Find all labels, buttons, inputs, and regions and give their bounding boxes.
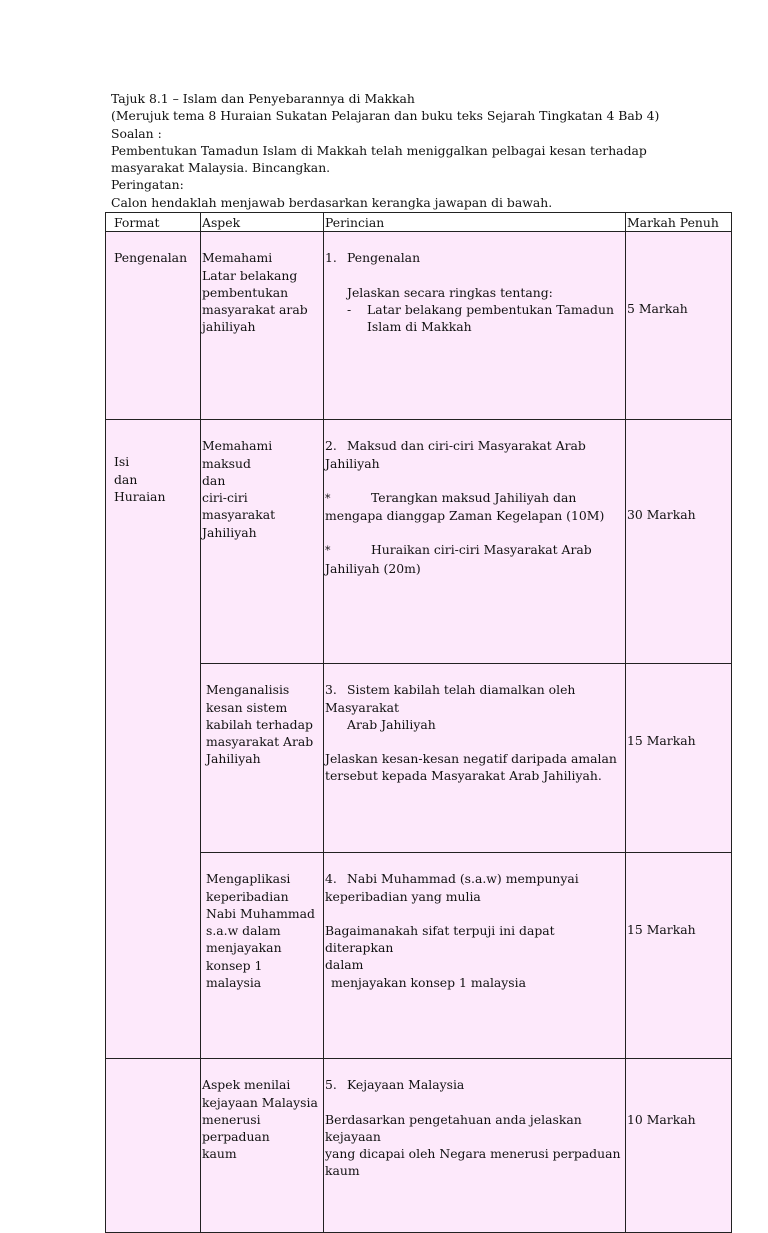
aspek-line: pembentukan <box>202 284 289 300</box>
cell-perincian <box>324 853 626 1059</box>
question-text-line1: Pembentukan Tamadun Islam di Makkah telah meniggalkan pelbagai kesan terhadap <box>111 142 647 158</box>
table-row <box>106 420 732 664</box>
item-number: 1. <box>325 250 337 266</box>
perincian-heading <box>325 249 625 266</box>
aspek-line: Jahiliyah <box>206 751 261 767</box>
perincian-text: Jelaskan kesan-kesan negatif daripada amalan <box>325 751 617 767</box>
question-text-line2: masyarakat Malaysia. Bincangkan. <box>111 160 331 176</box>
aspek-line: masyarakat arab <box>202 302 308 318</box>
cell-perincian <box>324 664 626 853</box>
item-number: 3. <box>325 682 337 698</box>
question-label: Soalan : <box>111 125 162 141</box>
perincian-text: dalam <box>325 957 364 973</box>
aspek-line: malaysia <box>206 975 262 991</box>
point-continuation: Jahiliyah (20m) <box>325 560 421 576</box>
perincian-heading <box>325 870 625 887</box>
format-label: Huraian <box>114 488 166 504</box>
aspek-line: menjayakan <box>206 940 282 956</box>
perincian-heading <box>325 681 625 698</box>
aspek-line: keperibadian <box>206 888 289 904</box>
heading-text: Maksud dan ciri-ciri Masyarakat Arab <box>347 438 586 454</box>
header-format: Format <box>106 213 201 232</box>
aspek-line: Memahami <box>202 250 273 266</box>
point-continuation: mengapa dianggap Zaman Kegelapan (10M) <box>325 508 605 524</box>
perincian-text: Bagaimanakah sifat terpuji ini dapat diterapkan <box>325 922 555 956</box>
cell-aspek <box>201 420 324 664</box>
perincian-text: yang dicapai oleh Negara menerusi perpaduan <box>325 1146 621 1162</box>
spacer <box>325 267 625 284</box>
aspek-line: Memahami maksud <box>202 438 273 471</box>
heading-continuation: keperibadian yang mulia <box>325 888 481 904</box>
markah-value: 30 Markah <box>627 507 696 523</box>
warning-label: Peringatan: <box>111 177 184 193</box>
header-aspek: Aspek <box>201 213 324 232</box>
spacer <box>325 733 625 750</box>
answer-framework-table <box>105 212 732 1233</box>
bullet-continuation: Islam di Makkah <box>367 319 472 335</box>
perincian-text: menjayakan konsep 1 malaysia <box>331 974 527 990</box>
document-title: Tajuk 8.1 – Islam dan Penyebarannya di Makkah <box>111 91 415 106</box>
cell-aspek <box>201 232 324 420</box>
cell-markah <box>626 232 732 420</box>
heading-continuation: Masyarakat <box>325 699 400 715</box>
aspek-line: kabilah terhadap <box>206 716 313 732</box>
aspek-line: Menganalisis <box>206 682 290 698</box>
table-row <box>106 1059 732 1233</box>
aspek-line: s.a.w dalam <box>206 923 281 939</box>
cell-perincian <box>324 1059 626 1233</box>
cell-aspek <box>201 664 324 853</box>
warning-text: Calon hendaklah menjawab berdasarkan kerangka jawapan di bawah. <box>111 194 553 210</box>
cell-format <box>106 232 201 420</box>
spacer <box>325 524 625 541</box>
cell-markah <box>626 420 732 664</box>
heading-text: Pengenalan <box>347 250 421 266</box>
markah-value: 15 Markah <box>627 733 696 749</box>
aspek-line: Jahiliyah <box>202 524 257 540</box>
spacer <box>325 1094 625 1111</box>
heading-continuation: Arab Jahiliyah <box>347 716 436 732</box>
perincian-heading <box>325 1076 625 1093</box>
bullet-text: Latar belakang pembentukan Tamadun <box>367 301 614 317</box>
item-number: 5. <box>325 1077 337 1093</box>
aspek-line: ciri-ciri masyarakat <box>202 490 276 523</box>
cell-markah <box>626 853 732 1059</box>
point-item <box>325 489 625 507</box>
format-label: Isi <box>114 454 130 470</box>
spacer <box>325 905 625 922</box>
header-markah-penuh: Markah Penuh <box>626 213 732 232</box>
point-text: Terangkan maksud Jahiliyah dan <box>371 489 577 505</box>
markah-value: 15 Markah <box>627 922 696 938</box>
perincian-text: tersebut kepada Masyarakat Arab Jahiliyah. <box>325 768 602 784</box>
item-number: 4. <box>325 871 337 887</box>
document-intro <box>111 90 751 211</box>
star-bullet-icon: * <box>325 491 331 505</box>
heading-text: Sistem kabilah telah diamalkan oleh <box>347 682 576 698</box>
item-number: 2. <box>325 438 337 454</box>
cell-aspek <box>201 1059 324 1233</box>
aspek-line: kejayaan Malaysia <box>202 1094 318 1110</box>
cell-perincian <box>324 232 626 420</box>
aspek-line: kesan sistem <box>206 699 288 715</box>
perincian-sub: Jelaskan secara ringkas tentang: <box>347 284 553 300</box>
cell-format <box>106 1059 201 1233</box>
spacer <box>325 472 625 489</box>
bullet-item <box>325 301 625 318</box>
markah-value: 10 Markah <box>627 1112 696 1128</box>
cell-perincian <box>324 420 626 664</box>
cell-markah <box>626 664 732 853</box>
aspek-line: kaum <box>202 1146 237 1162</box>
heading-text: Kejayaan Malaysia <box>347 1077 465 1093</box>
perincian-text: Berdasarkan pengetahuan anda jelaskan kejayaan <box>325 1111 582 1144</box>
aspek-line: masyarakat Arab <box>206 734 314 750</box>
star-bullet-icon: * <box>325 544 331 558</box>
perincian-text: kaum <box>325 1163 360 1179</box>
document-reference: (Merujuk tema 8 Huraian Sukatan Pelajaran dan buku teks Sejarah Tingkatan 4 Bab 4) <box>111 108 660 124</box>
aspek-line: konsep 1 <box>206 957 263 973</box>
heading-continuation: Jahiliyah <box>325 455 380 471</box>
format-label: Pengenalan <box>114 250 188 266</box>
point-item <box>325 541 625 559</box>
aspek-line: menerusi perpaduan <box>202 1111 270 1145</box>
aspek-line: Latar belakang <box>202 267 298 283</box>
aspek-line: jahiliyah <box>202 319 256 335</box>
aspek-line: Aspek menilai <box>202 1077 291 1093</box>
cell-format <box>106 420 201 1059</box>
table-row <box>106 232 732 420</box>
header-perincian: Perincian <box>324 213 626 232</box>
cell-markah <box>626 1059 732 1233</box>
cell-aspek <box>201 853 324 1059</box>
format-label: dan <box>114 471 138 487</box>
perincian-heading <box>325 437 625 454</box>
point-text: Huraikan ciri-ciri Masyarakat Arab <box>371 542 592 558</box>
heading-text: Nabi Muhammad (s.a.w) mempunyai <box>347 871 579 887</box>
aspek-line: Mengaplikasi <box>206 871 291 887</box>
bullet-dash: - <box>347 301 352 317</box>
aspek-line: dan <box>202 472 226 488</box>
table-header-row <box>106 213 732 232</box>
markah-value: 5 Markah <box>627 301 688 317</box>
aspek-line: Nabi Muhammad <box>206 905 315 921</box>
